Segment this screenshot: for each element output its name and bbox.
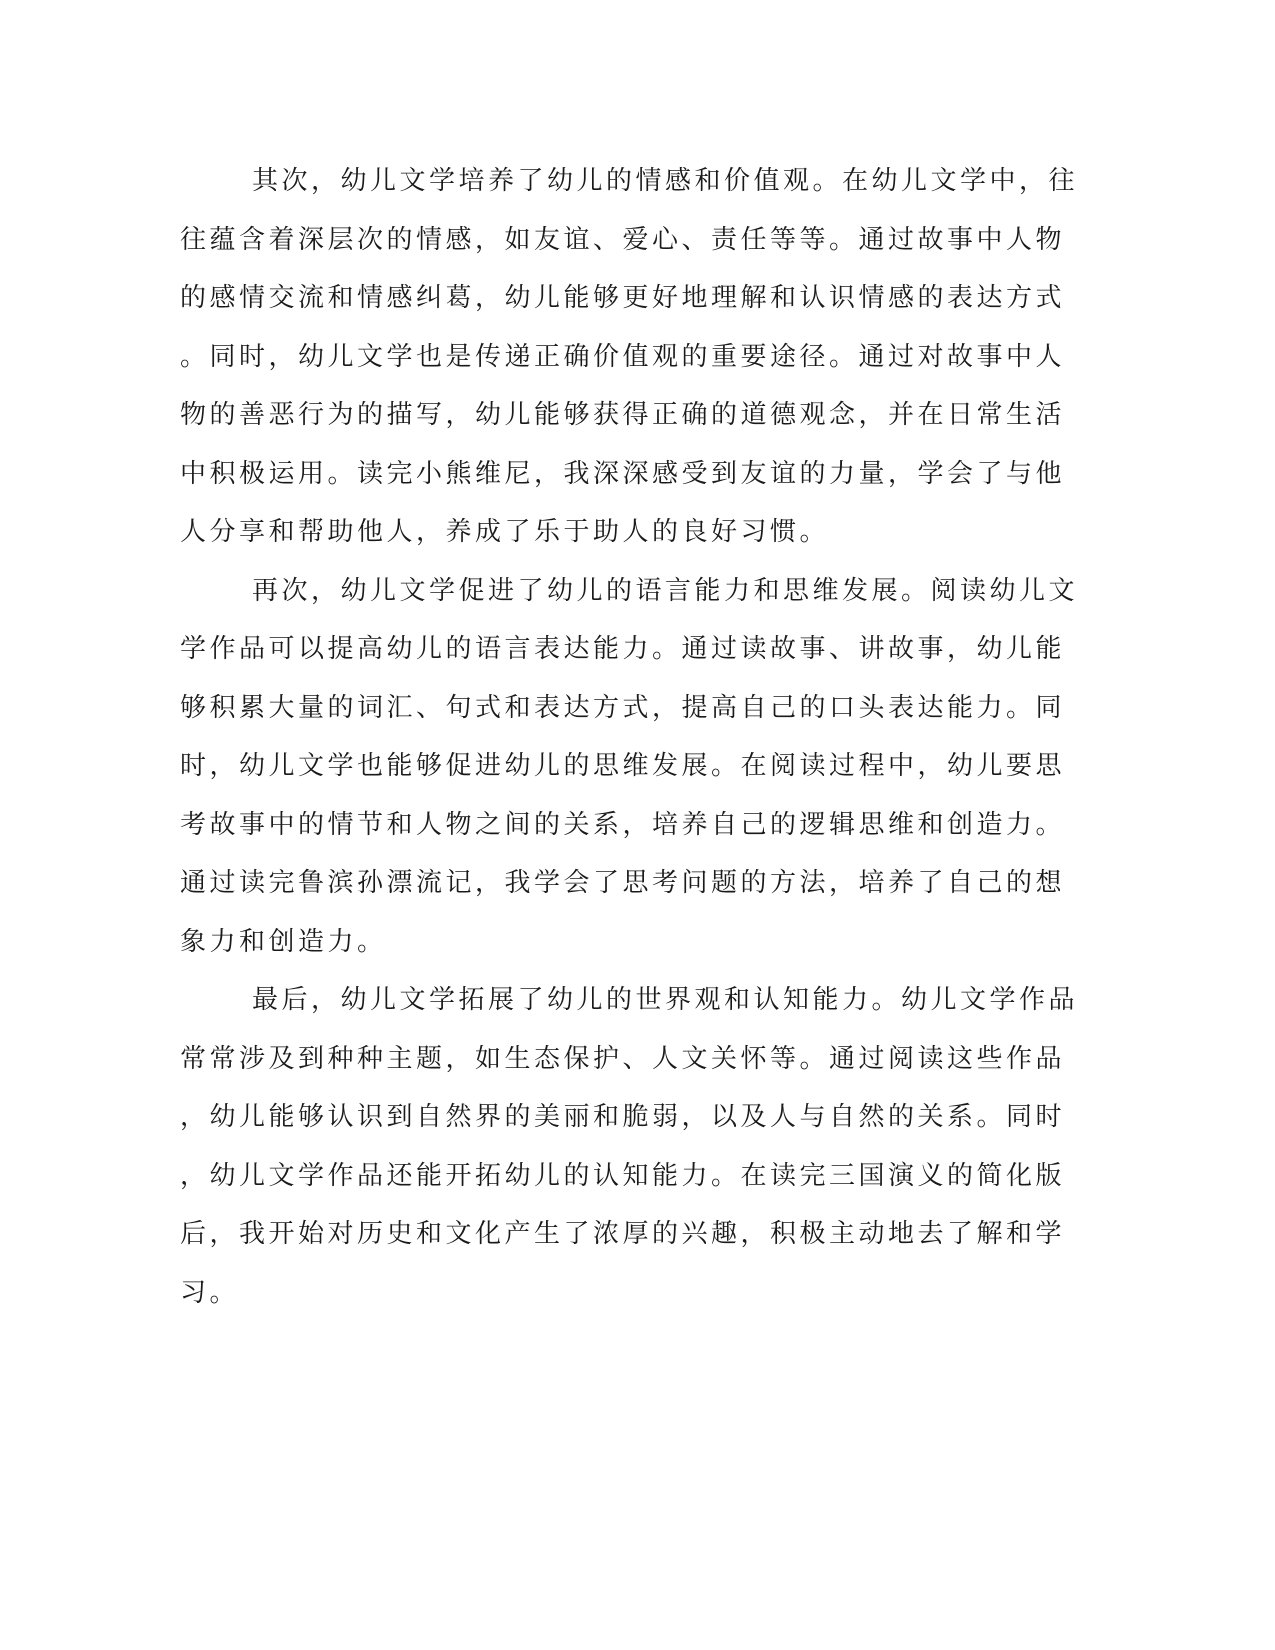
text-line: 的感情交流和情感纠葛，幼儿能够更好地理解和认识情感的表达方式 [180, 283, 1066, 313]
text-line: ，幼儿能够认识到自然界的美丽和脆弱，以及人与自然的关系。同时 [180, 1102, 1066, 1132]
text-line: 物的善恶行为的描写，幼儿能够获得正确的道德观念，并在日常生活 [180, 400, 1066, 430]
text-line: 时，幼儿文学也能够促进幼儿的思维发展。在阅读过程中，幼儿要思 [180, 751, 1066, 781]
text-line: 学作品可以提高幼儿的语言表达能力。通过读故事、讲故事，幼儿能 [180, 634, 1066, 664]
text-line: 考故事中的情节和人物之间的关系，培养自己的逻辑思维和创造力。 [180, 809, 1066, 840]
body-text [180, 152, 1079, 1322]
text-line: 习。 [180, 1277, 240, 1308]
text-line: 其次，幼儿文学培养了幼儿的情感和价值观。在幼儿文学中，往 [252, 166, 1079, 196]
paragraph-worldview-cognition [180, 971, 1079, 1322]
text-line: 往蕴含着深层次的情感，如友谊、爱心、责任等等。通过故事中人物 [180, 224, 1066, 255]
text-line: 通过读完鲁滨孙漂流记，我学会了思考问题的方法，培养了自己的想 [180, 868, 1066, 898]
text-line: 够积累大量的词汇、句式和表达方式，提高自己的口头表达能力。同 [180, 692, 1066, 723]
text-line: 再次，幼儿文学促进了幼儿的语言能力和思维发展。阅读幼儿文 [252, 575, 1079, 606]
text-line: 中积极运用。读完小熊维尼，我深深感受到友谊的力量，学会了与他 [180, 458, 1066, 489]
paragraph-language-thinking [180, 562, 1079, 972]
text-line: ，幼儿文学作品还能开拓幼儿的认知能力。在读完三国演义的简化版 [180, 1160, 1066, 1191]
text-line: 常常涉及到种种主题，如生态保护、人文关怀等。通过阅读这些作品 [180, 1043, 1066, 1074]
text-line: 最后，幼儿文学拓展了幼儿的世界观和认知能力。幼儿文学作品 [252, 985, 1079, 1015]
paragraph-emotion-values [180, 152, 1079, 562]
text-line: 象力和创造力。 [180, 926, 387, 957]
text-line: 人分享和帮助他人，养成了乐于助人的良好习惯。 [180, 517, 830, 547]
text-line: 后，我开始对历史和文化产生了浓厚的兴趣，积极主动地去了解和学 [180, 1219, 1066, 1249]
text-line: 。同时，幼儿文学也是传递正确价值观的重要途径。通过对故事中人 [180, 341, 1066, 372]
